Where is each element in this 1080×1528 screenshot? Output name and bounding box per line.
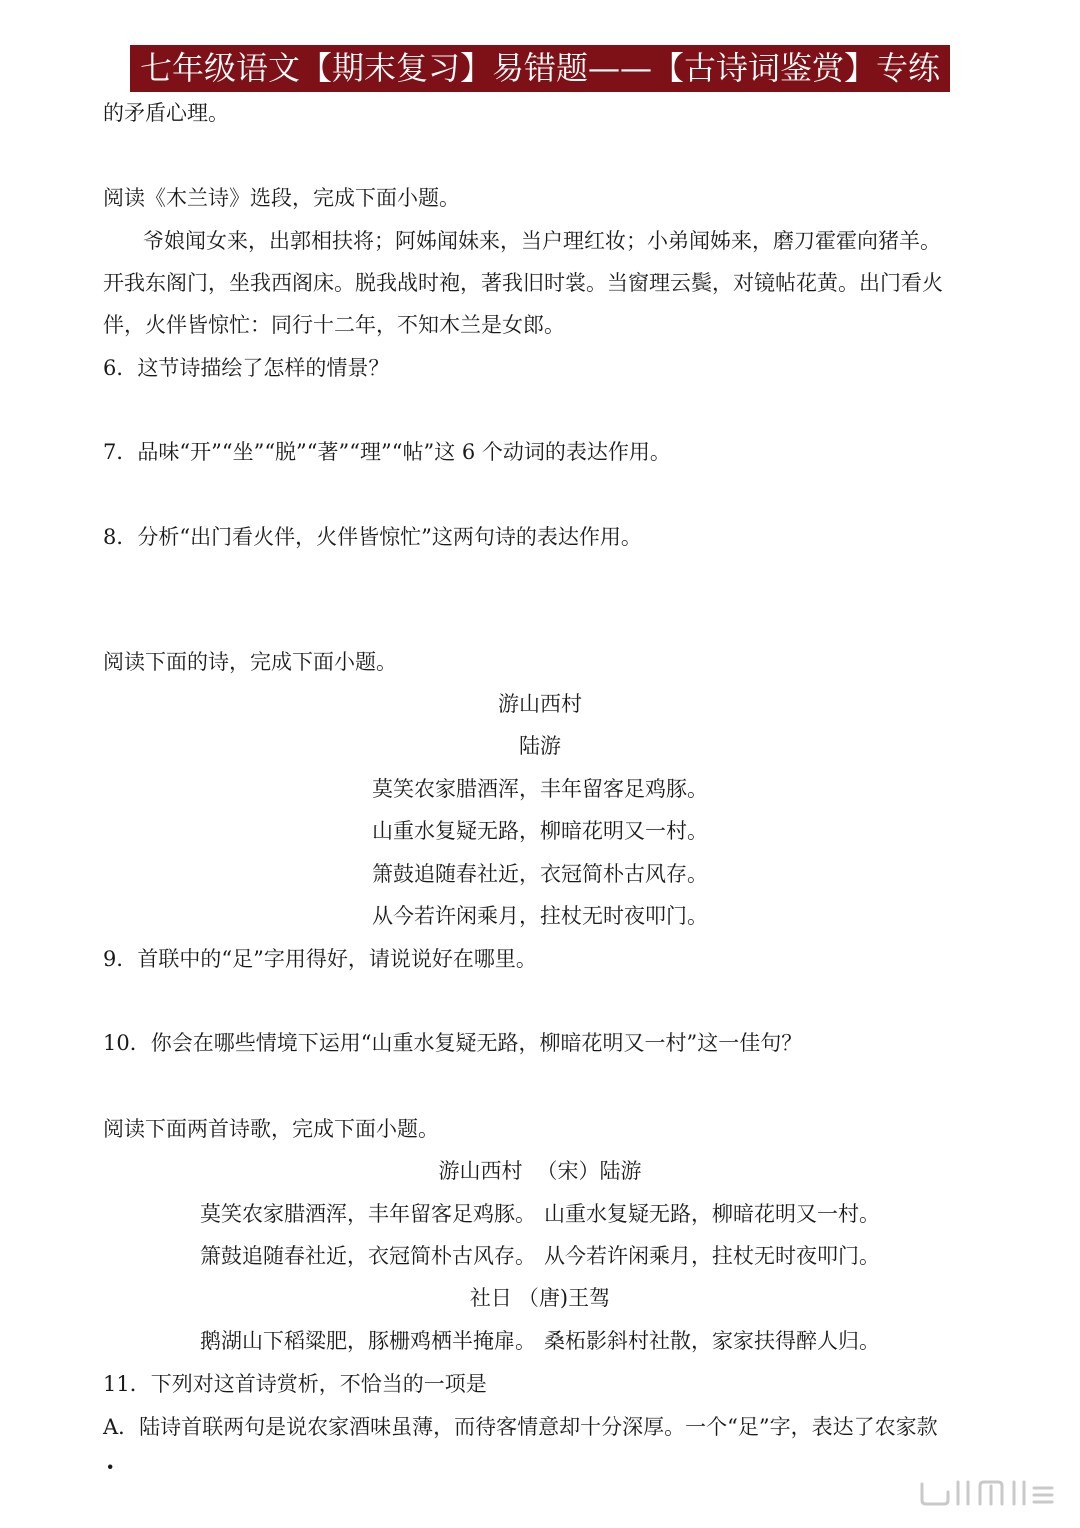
question-text: 首联中的“足”字用得好，请说说好在哪里。 [137, 947, 537, 971]
poem-line: 从今若许闲乘月，拄杖无时夜叩门。 [372, 904, 708, 928]
poem-title: 游山西村 [438, 1159, 523, 1183]
poem-line: 莫笑农家腊酒浑，丰年留客足鸡豚。 [200, 1202, 536, 1226]
poem-line: 桑柘影斜村社散，家家扶得醉人归。 [544, 1329, 880, 1353]
question-10 [103, 1028, 802, 1058]
page-title: 七年级语文【期末复习】易错题——【古诗词鉴赏】专练 [139, 49, 940, 87]
question-8 [103, 522, 642, 552]
passage-line: 爷娘闻女来，出郭相扶将；阿姊闻妹来，当户理红妆；小弟闻姊来，磨刀霍霍向猪羊。 [143, 229, 941, 253]
question-text: 分析“出门看火伴，火伴皆惊忙”这两句诗的表达作用。 [137, 525, 642, 549]
poem-line: 山重水复疑无路，柳暗花明又一村。 [372, 819, 708, 843]
poem-line: 箫鼓追随春社近，衣冠简朴古风存。 [372, 862, 708, 886]
passage-line: 开我东阁门，坐我西阁床。脱我战时袍，著我旧时裳。当窗理云鬓，对镜帖花黄。出门看火 [103, 271, 943, 295]
poem1-heading [0, 1156, 1080, 1186]
poem-title: 游山西村 [498, 692, 582, 716]
poem-line: 从今若许闲乘月，拄杖无时夜叩门。 [544, 1244, 880, 1268]
question-text: 下列对这首诗赏析，不恰当的一项是 [150, 1372, 487, 1396]
watermark-icon [918, 1478, 1058, 1508]
section-intro-two-poems: 阅读下面两首诗歌，完成下面小题。 [103, 1117, 439, 1141]
passage-line: 伴，火伴皆惊忙：同行十二年，不知木兰是女郎。 [103, 313, 565, 337]
question-9 [103, 944, 537, 974]
poem-byline: （宋）陆游 [536, 1159, 642, 1183]
poem-couplet-row [0, 1241, 1080, 1271]
question-text: 这节诗描绘了怎样的情景？ [137, 356, 390, 380]
question-number: 11． [103, 1372, 151, 1396]
page-title-banner [130, 45, 950, 92]
question-number: 9． [103, 947, 138, 971]
section-intro-shanxicun: 阅读下面的诗，完成下面小题。 [103, 650, 397, 674]
option-label: A． [103, 1415, 140, 1439]
question-7 [103, 437, 671, 467]
question-6 [103, 353, 389, 383]
poem-line: 莫笑农家腊酒浑，丰年留客足鸡豚。 [372, 777, 708, 801]
poem-couplet-row [0, 1199, 1080, 1229]
question-text: 你会在哪些情境下运用“山重水复疑无路，柳暗花明又一村”这一佳句？ [150, 1031, 803, 1055]
question-number: 8． [103, 525, 138, 549]
question-number: 7． [103, 440, 138, 464]
poem-author: 陆游 [519, 734, 561, 758]
trailing-mark: · [106, 1452, 115, 1481]
poem-line: 箫鼓追随春社近，衣冠简朴古风存。 [200, 1244, 536, 1268]
poem-line: 山重水复疑无路，柳暗花明又一村。 [544, 1202, 880, 1226]
poem-byline: （唐)王驾 [517, 1286, 611, 1310]
question-number: 6． [103, 356, 138, 380]
option-a [103, 1412, 938, 1442]
continuation-text: 的矛盾心理。 [103, 101, 229, 125]
watermark-icon-graphic [918, 1478, 1058, 1508]
question-number: 10． [103, 1031, 151, 1055]
section-intro-mulan: 阅读《木兰诗》选段，完成下面小题。 [103, 186, 460, 210]
poem-title: 社日 [469, 1286, 512, 1310]
poem-couplet-row [0, 1326, 1080, 1356]
poem-line: 鹅湖山下稻粱肥，豚栅鸡栖半掩扉。 [200, 1329, 536, 1353]
poem2-heading [0, 1283, 1080, 1313]
question-text: 品味“开”“坐”“脱”“著”“理”“帖”这 6 个动词的表达作用。 [137, 440, 671, 464]
question-11 [103, 1369, 487, 1399]
option-text: 陆诗首联两句是说农家酒味虽薄，而待客情意却十分深厚。一个“足”字，表达了农家款 [139, 1415, 938, 1439]
